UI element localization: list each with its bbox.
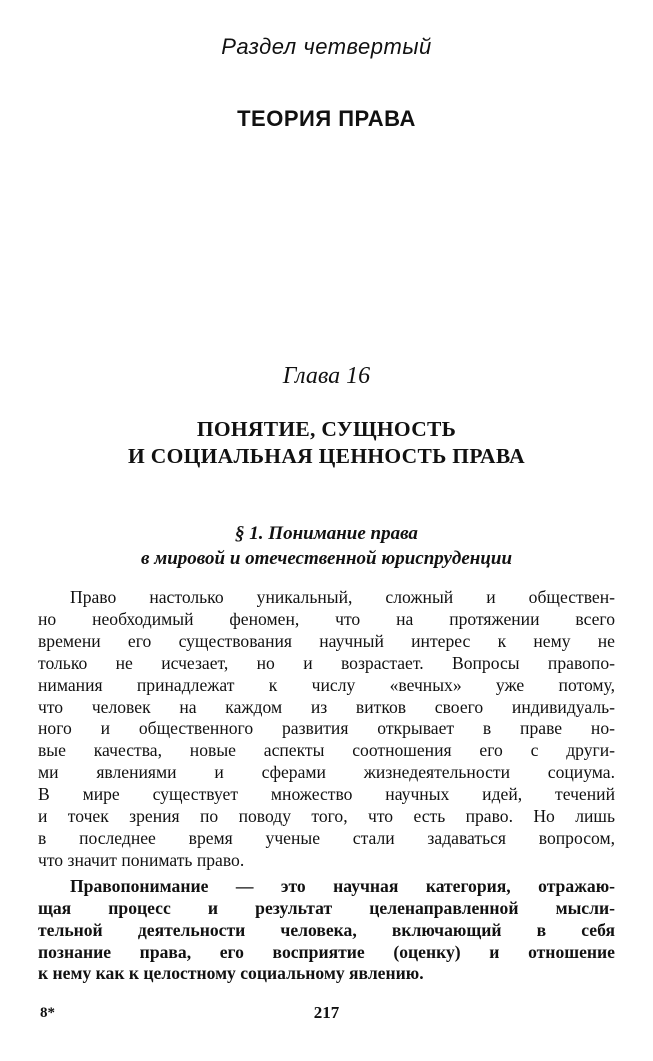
section-label: Раздел четвертый xyxy=(221,34,432,59)
page-number: 217 xyxy=(313,1003,340,1022)
text-line: Правопонимание — это научная категория, отражаю- xyxy=(70,875,615,896)
text-line: только не исчезает, но и возрастает. Вопросы правопо- xyxy=(38,652,615,673)
text-line: что значит понимать право. xyxy=(38,849,245,870)
text-line: В мире существует множество научных идей, течений xyxy=(38,784,615,805)
text-line: ми явлениями и сферами жизнедеятельности социума. xyxy=(38,762,615,783)
text-line: времени его существования научный интерес к нему не xyxy=(38,630,615,651)
text-line: Право настолько уникальный, сложный и обществен- xyxy=(70,587,615,607)
body-paragraph xyxy=(38,876,615,986)
text-line: в последнее время ученые стали задаваться вопросом, xyxy=(38,827,615,848)
text-line: тельной деятельности человека, включающий в себя xyxy=(38,919,615,940)
text-line: но необходимый феномен, что на протяжении всего xyxy=(38,608,615,629)
text-line: к нему как к целостному социальному явлению. xyxy=(38,963,424,984)
body-paragraph xyxy=(38,587,615,872)
text-line: вые качества, новые аспекты соотношения его с други- xyxy=(38,740,615,761)
paragraph-heading-line: § 1. Понимание права xyxy=(235,523,418,544)
text-line: и точек зрения по поводу того, что есть право. Но лишь xyxy=(38,806,615,827)
chapter-title-line: И СОЦИАЛЬНАЯ ЦЕННОСТЬ ПРАВА xyxy=(128,444,525,468)
paragraph-heading-line: в мировой и отечественной юриспруденции xyxy=(140,548,513,569)
text-line: щая процесс и результат целенаправленной мысли- xyxy=(38,897,615,918)
text-line: ного и общественного развития открывает в праве но- xyxy=(38,718,615,739)
chapter-title xyxy=(0,416,653,470)
section-title: ТЕОРИЯ ПРАВА xyxy=(237,106,416,131)
text-line: нимания принадлежат к числу «вечных» уже потому, xyxy=(38,674,615,695)
paragraph-heading xyxy=(0,521,653,571)
chapter-title-line: ПОНЯТИЕ, СУЩНОСТЬ xyxy=(196,417,457,441)
printer-signature: 8* xyxy=(40,1005,55,1021)
text-line: познание права, его восприятие (оценку) и отношение xyxy=(38,941,615,962)
chapter-label: Глава 16 xyxy=(282,363,371,389)
text-line: что человек на каждом из витков своего индивидуаль- xyxy=(38,696,615,717)
body-text xyxy=(38,587,615,985)
